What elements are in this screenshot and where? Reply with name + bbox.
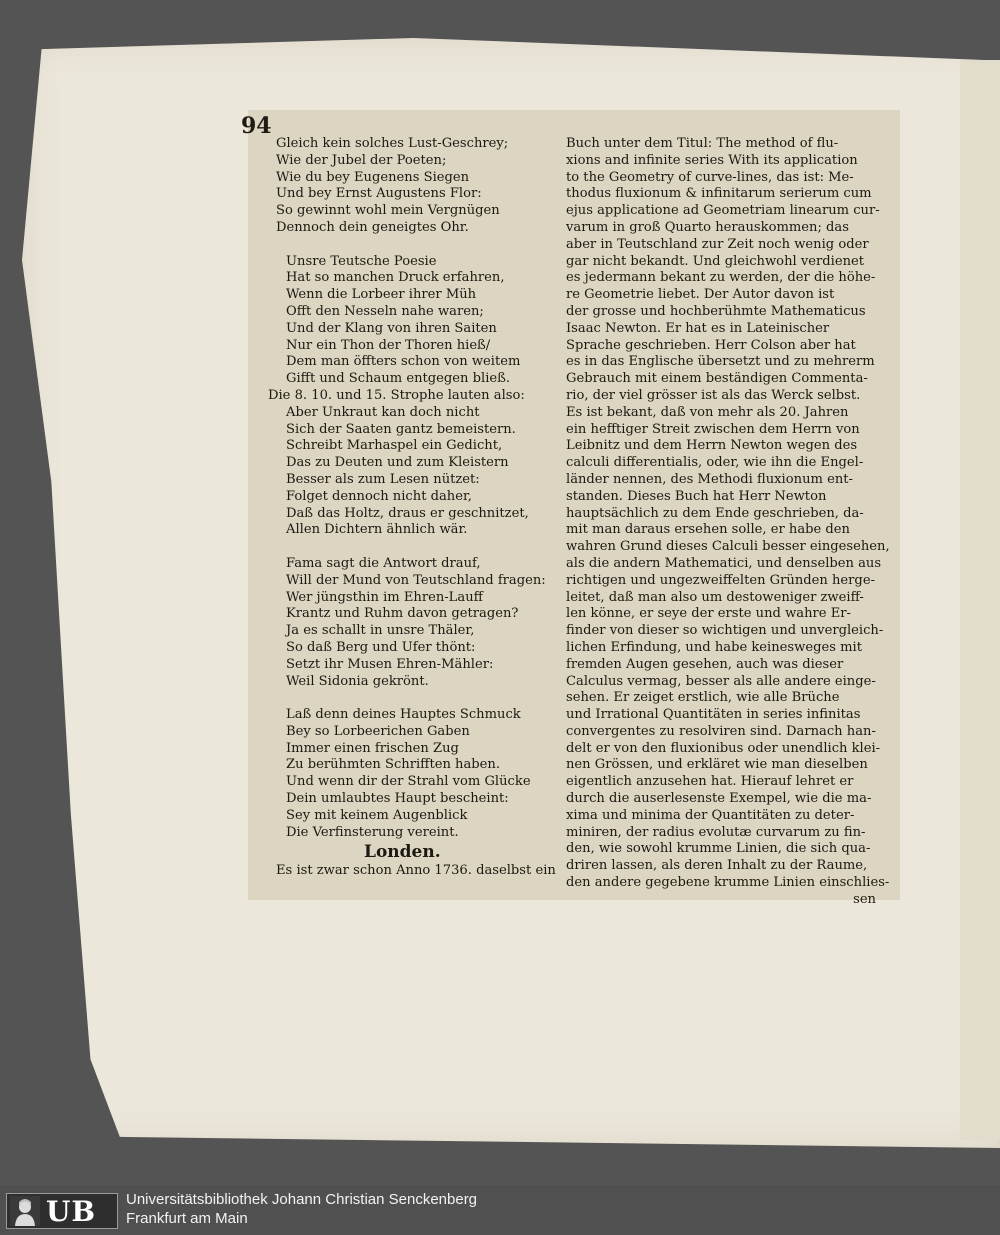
text-line: und Irrational Quantitäten in series infinitas <box>566 707 861 723</box>
verse-line: Daß das Holtz, draus er geschnitzet, <box>286 505 529 521</box>
verse-line: Ja es schallt in unsre Thäler, <box>286 623 475 639</box>
text-line: durch die auserlesenste Exempel, wie die ma- <box>566 791 872 807</box>
verse-line: Laß denn deines Hauptes Schmuck <box>286 707 521 723</box>
verse-line: Und der Klang von ihren Saiten <box>286 320 497 336</box>
text-line: rio, der viel grösser ist als das Werck selbst. <box>566 387 861 403</box>
logo-text: UB <box>46 1195 97 1228</box>
text-line: wahren Grund dieses Calculi besser eingesehen, <box>566 539 890 555</box>
verse-line: Weil Sidonia gekrönt. <box>286 673 429 689</box>
verse-line: Sey mit keinem Augenblick <box>286 807 468 823</box>
text-line: thodus fluxionum & infinitarum serierum cum <box>566 186 872 202</box>
verse-line: Immer einen frischen Zug <box>286 740 459 756</box>
text-line: hauptsächlich zu dem Ende geschrieben, da- <box>566 505 864 521</box>
text-line: länder nennen, des Methodi fluxionum ent- <box>566 471 853 487</box>
verse-line: Und bey Ernst Augustens Flor: <box>276 186 482 202</box>
verse-line: Offt den Nesseln nahe waren; <box>286 303 484 319</box>
text-line: Es ist bekant, daß von mehr als 20. Jahren <box>566 404 849 420</box>
right-column <box>566 136 890 909</box>
text-line: Buch unter dem Titul: The method of flu- <box>566 136 839 151</box>
footer-bar <box>0 1185 1000 1235</box>
verse-line: Wer jüngsthin im Ehren-Lauff <box>286 589 483 605</box>
verse-line: Bey so Lorbeerichen Gaben <box>286 723 470 739</box>
text-line: Gebrauch mit einem beständigen Commenta- <box>566 371 868 387</box>
text-line: es jedermann bekant zu werden, der die höhe- <box>566 270 876 286</box>
library-logo <box>6 1193 118 1229</box>
institution-location: Frankfurt am Main <box>126 1210 248 1227</box>
text-line: ejus applicatione ad Geometriam linearum cur- <box>566 203 880 219</box>
text-line: to the Geometry of curve-lines, das ist: Me- <box>566 169 854 185</box>
verse-line: Dem man öffters schon von weitem <box>286 354 521 370</box>
verse-line: Aber Unkraut kan doch nicht <box>286 404 480 420</box>
text-line: fremden Augen gesehen, auch was dieser <box>566 656 844 672</box>
verse-line: Nur ein Thon der Thoren hieß/ <box>286 337 491 353</box>
portrait-icon <box>10 1196 40 1226</box>
verse-line: Dennoch dein geneigtes Ohr. <box>276 219 469 235</box>
text-line: Sprache geschrieben. Herr Colson aber hat <box>566 337 856 353</box>
text-line: driren lassen, als deren Inhalt zu der Raume, <box>566 858 868 874</box>
text-line: Isaac Newton. Er hat es in Lateinischer <box>566 320 830 336</box>
verse-line: Fama sagt die Antwort drauf, <box>286 555 481 571</box>
verse-line: Gleich kein solches Lust-Geschrey; <box>276 136 509 151</box>
text-line: richtigen und ungezweiffelten Gründen herge- <box>566 572 875 588</box>
text-line: delt er von den fluxionibus oder unendlich klei- <box>566 740 881 756</box>
verse-line: Wie der Jubel der Poeten; <box>276 152 447 168</box>
text-line: Leibnitz und dem Herrn Newton wegen des <box>566 438 858 454</box>
verse-line: Hat so manchen Druck erfahren, <box>286 270 505 286</box>
verse-line: Dein umlaubtes Haupt bescheint: <box>286 791 509 807</box>
section-heading: Londen. <box>364 842 441 863</box>
text-line: nen Grössen, und erkläret wie man dieselben <box>566 757 868 773</box>
verse-line: Sich der Saaten gantz bemeistern. <box>286 421 516 437</box>
text-line: xions and infinite series With its application <box>566 152 858 168</box>
text-line: ein hefftiger Streit zwischen dem Herrn von <box>566 421 860 437</box>
text-line: sen <box>853 891 876 907</box>
text-line: mit man daraus ersehen solle, er habe den <box>566 522 850 538</box>
text-line: Calculus vermag, besser als alle andere einge- <box>566 673 876 689</box>
verse-line: Will der Mund von Teutschland fragen: <box>286 572 546 588</box>
text-line: finder von dieser so wichtigen und unvergleich- <box>566 623 884 639</box>
text-line: standen. Dieses Buch hat Herr Newton <box>566 488 827 504</box>
left-column <box>268 136 558 880</box>
text-line: gar nicht bekandt. Und gleichwohl verdienet <box>566 253 865 269</box>
verse-line: Die Verfinsterung vereint. <box>286 824 459 840</box>
verse-line: Und wenn dir der Strahl vom Glücke <box>286 774 531 790</box>
verse-line: Gifft und Schaum entgegen bließ. <box>286 371 511 387</box>
intro-line: Die 8. 10. und 15. Strophe lauten also: <box>268 387 525 403</box>
verse-line: Besser als zum Lesen nützet: <box>286 471 480 487</box>
text-line: es in das Englische übersetzt und zu mehrerm <box>566 354 875 370</box>
text-line: leitet, daß man also um destoweniger zweiff- <box>566 589 864 605</box>
text-line: varum in groß Quarto herauskommen; das <box>566 219 849 235</box>
verse-line: Schreibt Marhaspel ein Gedicht, <box>286 438 503 454</box>
verse-line: Folget dennoch nicht daher, <box>286 488 472 504</box>
text-line: convergentes zu resolviren sind. Darnach han- <box>566 723 876 739</box>
verse-line: Unsre Teutsche Poesie <box>286 253 437 269</box>
verse-line: Wie du bey Eugenens Siegen <box>276 169 470 185</box>
text-line: als die andern Mathematici, und denselben aus <box>566 555 882 571</box>
text-line: sehen. Er zeiget erstlich, wie alle Brüche <box>566 690 840 706</box>
page-number: 94 <box>241 113 272 139</box>
text-line: der grosse und hochberühmte Mathematicus <box>566 303 866 319</box>
verse-line: Das zu Deuten und zum Kleistern <box>286 455 509 471</box>
text-line: re Geometrie liebet. Der Autor davon ist <box>566 287 835 303</box>
text-line: eigentlich anzusehen hat. Hierauf lehret er <box>566 774 854 790</box>
text-line: den, wie sowohl krumme Linien, die sich qua- <box>566 841 871 857</box>
text-line: lichen Erfindung, und habe keinesweges mit <box>566 639 862 655</box>
verse-line: Setzt ihr Musen Ehren-Mähler: <box>286 656 494 672</box>
text-line: aber in Teutschland zur Zeit noch wenig oder <box>566 236 869 252</box>
verse-line: Wenn die Lorbeer ihrer Müh <box>286 287 477 303</box>
text-line: len könne, er seye der erste und wahre Er- <box>566 606 851 622</box>
text-line: calculi differentialis, oder, wie ihn die Engel- <box>566 455 864 471</box>
verse-line: So daß Berg und Ufer thönt: <box>286 639 476 655</box>
paper-edge <box>960 60 1000 1140</box>
verse-line: So gewinnt wohl mein Vergnügen <box>276 203 500 219</box>
verse-line: Zu berühmten Schrifften haben. <box>286 757 501 773</box>
text-line: Es ist zwar schon Anno 1736. daselbst ein <box>276 863 556 879</box>
verse-line: Krantz und Ruhm davon getragen? <box>286 606 519 622</box>
institution-name: Universitätsbibliothek Johann Christian Senckenberg <box>126 1191 478 1208</box>
text-line: den andere gegebene krumme Linien einschlies- <box>566 875 890 891</box>
text-line: xima und minima der Quantitäten zu deter- <box>566 807 855 823</box>
verse-line: Allen Dichtern ähnlich wär. <box>286 522 468 538</box>
text-line: miniren, der radius evolutæ curvarum zu fin- <box>566 824 866 840</box>
